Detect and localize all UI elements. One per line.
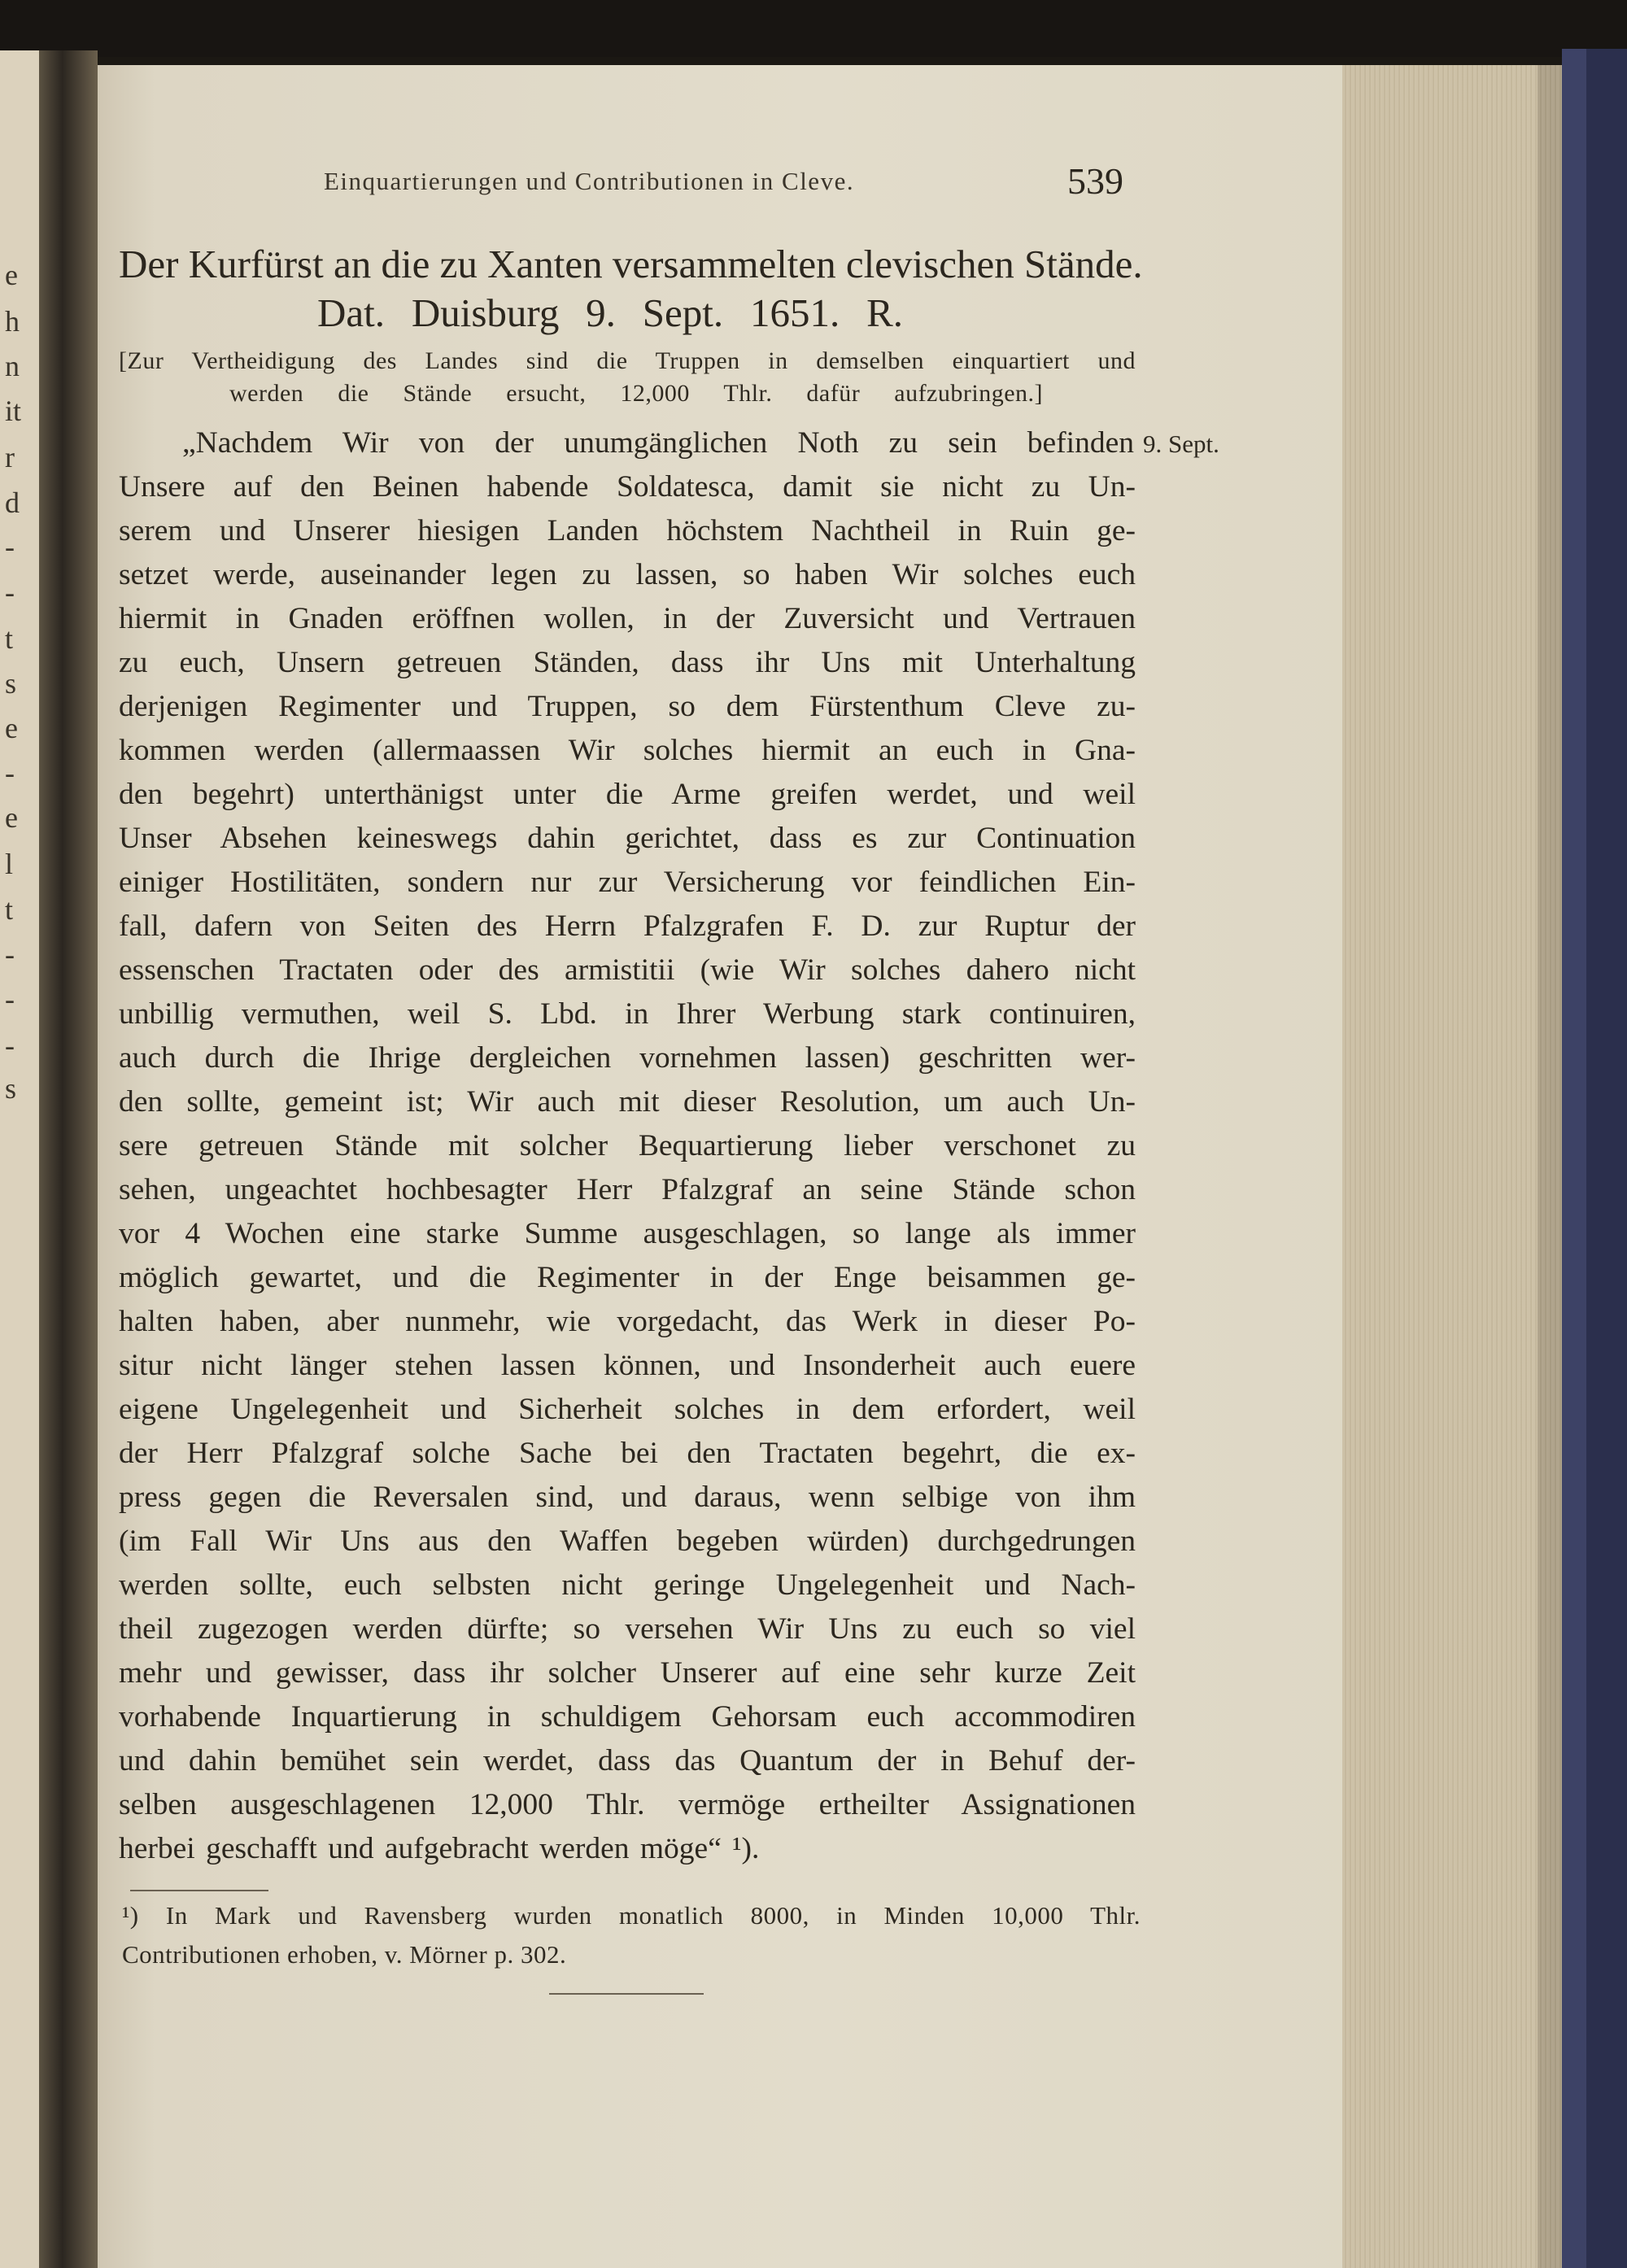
document-title: Der Kurfürst an die zu Xanten versammelten clevischen Stände. bbox=[119, 242, 1143, 286]
left-page-fragment: e bbox=[5, 712, 18, 744]
body-line: vorhabende Inquartierung in schuldigem Gehorsam euch accommodiren bbox=[119, 1700, 1136, 1734]
body-line: „Nachdem Wir von der unumgänglichen Noth zu sein befinden bbox=[182, 426, 1134, 460]
body-line: unbillig vermuthen, weil S. Lbd. in Ihrer Werbung stark continuiren, bbox=[119, 997, 1136, 1031]
body-line: möglich gewartet, und die Regimenter in der Enge beisammen ge- bbox=[119, 1261, 1136, 1294]
left-page-fragment: it bbox=[5, 395, 22, 427]
footnote-line: Contributionen erhoben, v. Mörner p. 302. bbox=[122, 1940, 567, 1969]
body-line: kommen werden (allermaassen Wir solches hiermit an euch in Gna- bbox=[119, 734, 1136, 767]
body-line: setzet werde, auseinander legen zu lassen, so haben Wir solches euch bbox=[119, 558, 1136, 591]
body-line: den sollte, gemeint ist; Wir auch mit dieser Resolution, um auch Un- bbox=[119, 1085, 1136, 1119]
book-cover-edge-shadow bbox=[1586, 49, 1627, 2268]
body-line: serem und Unserer hiesigen Landen höchstem Nachtheil in Ruin ge- bbox=[119, 514, 1136, 547]
book-gutter bbox=[39, 50, 98, 2268]
left-page-fragment: e bbox=[5, 801, 18, 834]
body-line: vor 4 Wochen eine starke Summe ausgeschlagen, so lange als immer bbox=[119, 1217, 1136, 1250]
body-line: selben ausgeschlagenen 12,000 Thlr. vermöge ertheilter Assignationen bbox=[119, 1788, 1136, 1821]
body-line: essenschen Tractaten oder des armistitii (wie Wir solches dahero nicht bbox=[119, 953, 1136, 987]
body-line: und dahin bemühet sein werdet, dass das Quantum der in Behuf der- bbox=[119, 1744, 1136, 1777]
body-line: einiger Hostilitäten, sondern nur zur Versicherung vor feindlichen Ein- bbox=[119, 866, 1136, 899]
left-page-fragment: l bbox=[5, 848, 14, 880]
page-edges bbox=[1342, 65, 1562, 2268]
footnote-line: ¹) In Mark und Ravensberg wurden monatlich 8000, in Minden 10,000 Thlr. bbox=[122, 1901, 1141, 1930]
body-line: Unsere auf den Beinen habende Soldatesca, damit sie nicht zu Un- bbox=[119, 470, 1136, 504]
left-page-fragment: t bbox=[5, 622, 14, 655]
body-line: fall, dafern von Seiten des Herrn Pfalzgrafen F. D. zur Ruptur der bbox=[119, 909, 1136, 943]
body-line: sehen, ungeachtet hochbesagter Herr Pfalzgraf an seine Stände schon bbox=[119, 1173, 1136, 1206]
summary-line: [Zur Vertheidigung des Landes sind die Truppen in demselben einquartiert und bbox=[119, 347, 1136, 374]
body-line: derjenigen Regimenter und Truppen, so dem Fürstenthum Cleve zu- bbox=[119, 690, 1136, 723]
left-page-fragment: - bbox=[5, 576, 15, 608]
running-head: Einquartierungen und Contributionen in Cleve. bbox=[324, 167, 855, 195]
end-divider bbox=[549, 1993, 704, 1995]
left-page-fragment: n bbox=[5, 350, 20, 382]
body-line: hiermit in Gnaden eröffnen wollen, in der Zuversicht und Vertrauen bbox=[119, 602, 1136, 635]
left-page-fragment: - bbox=[5, 530, 15, 563]
body-line-last: herbei geschafft und aufgebracht werden möge“ ¹). bbox=[119, 1832, 760, 1865]
previous-page-edge bbox=[0, 50, 39, 2268]
body-line: (im Fall Wir Uns aus den Waffen begeben würden) durchgedrungen bbox=[119, 1524, 1136, 1558]
left-page-fragment: - bbox=[5, 938, 15, 970]
margin-date-note: 9. Sept. bbox=[1143, 430, 1219, 458]
left-page-fragment: t bbox=[5, 893, 14, 926]
body-line: press gegen die Reversalen sind, und daraus, wenn selbige von ihm bbox=[119, 1481, 1136, 1514]
document-dateline: Dat. Duisburg 9. Sept. 1651. R. bbox=[317, 290, 903, 335]
left-page-fragment: d bbox=[5, 486, 20, 519]
left-page-fragment: - bbox=[5, 757, 15, 789]
body-line: theil zugezogen werden dürfte; so versehen Wir Uns zu euch so viel bbox=[119, 1612, 1136, 1646]
body-line: mehr und gewisser, dass ihr solcher Unserer auf eine sehr kurze Zeit bbox=[119, 1656, 1136, 1690]
body-line: den begehrt) unterthänigst unter die Arme greifen werdet, und weil bbox=[119, 778, 1136, 811]
footnote-divider bbox=[130, 1890, 268, 1891]
body-line: eigene Ungelegenheit und Sicherheit solches in dem erfordert, weil bbox=[119, 1393, 1136, 1426]
left-page-fragment: s bbox=[5, 1072, 17, 1105]
body-line: der Herr Pfalzgraf solche Sache bei den Tractaten begehrt, die ex- bbox=[119, 1437, 1136, 1470]
body-line: situr nicht länger stehen lassen können, und Insonderheit auch euere bbox=[119, 1349, 1136, 1382]
book-spine-shadow bbox=[0, 0, 1627, 57]
left-page-fragment: s bbox=[5, 667, 17, 700]
left-page-fragment: e bbox=[5, 259, 18, 291]
page-number: 539 bbox=[1067, 160, 1123, 202]
left-page-fragment: - bbox=[5, 1029, 15, 1062]
summary-line: werden die Stände ersucht, 12,000 Thlr. dafür aufzubringen.] bbox=[229, 380, 1043, 407]
left-page-fragment: h bbox=[5, 305, 20, 338]
body-line: halten haben, aber nunmehr, wie vorgedacht, das Werk in dieser Po- bbox=[119, 1305, 1136, 1338]
body-line: zu euch, Unsern getreuen Ständen, dass ihr Uns mit Unterhaltung bbox=[119, 646, 1136, 679]
body-line: werden sollte, euch selbsten nicht geringe Ungelegenheit und Nach- bbox=[119, 1568, 1136, 1602]
left-page-fragment: - bbox=[5, 983, 15, 1015]
body-line: Unser Absehen keineswegs dahin gerichtet, dass es zur Continuation bbox=[119, 822, 1136, 855]
body-line: auch durch die Ihrige dergleichen vornehmen lassen) geschritten wer- bbox=[119, 1041, 1136, 1075]
body-line: sere getreuen Stände mit solcher Bequartierung lieber verschonet zu bbox=[119, 1129, 1136, 1162]
left-page-fragment: r bbox=[5, 441, 15, 473]
